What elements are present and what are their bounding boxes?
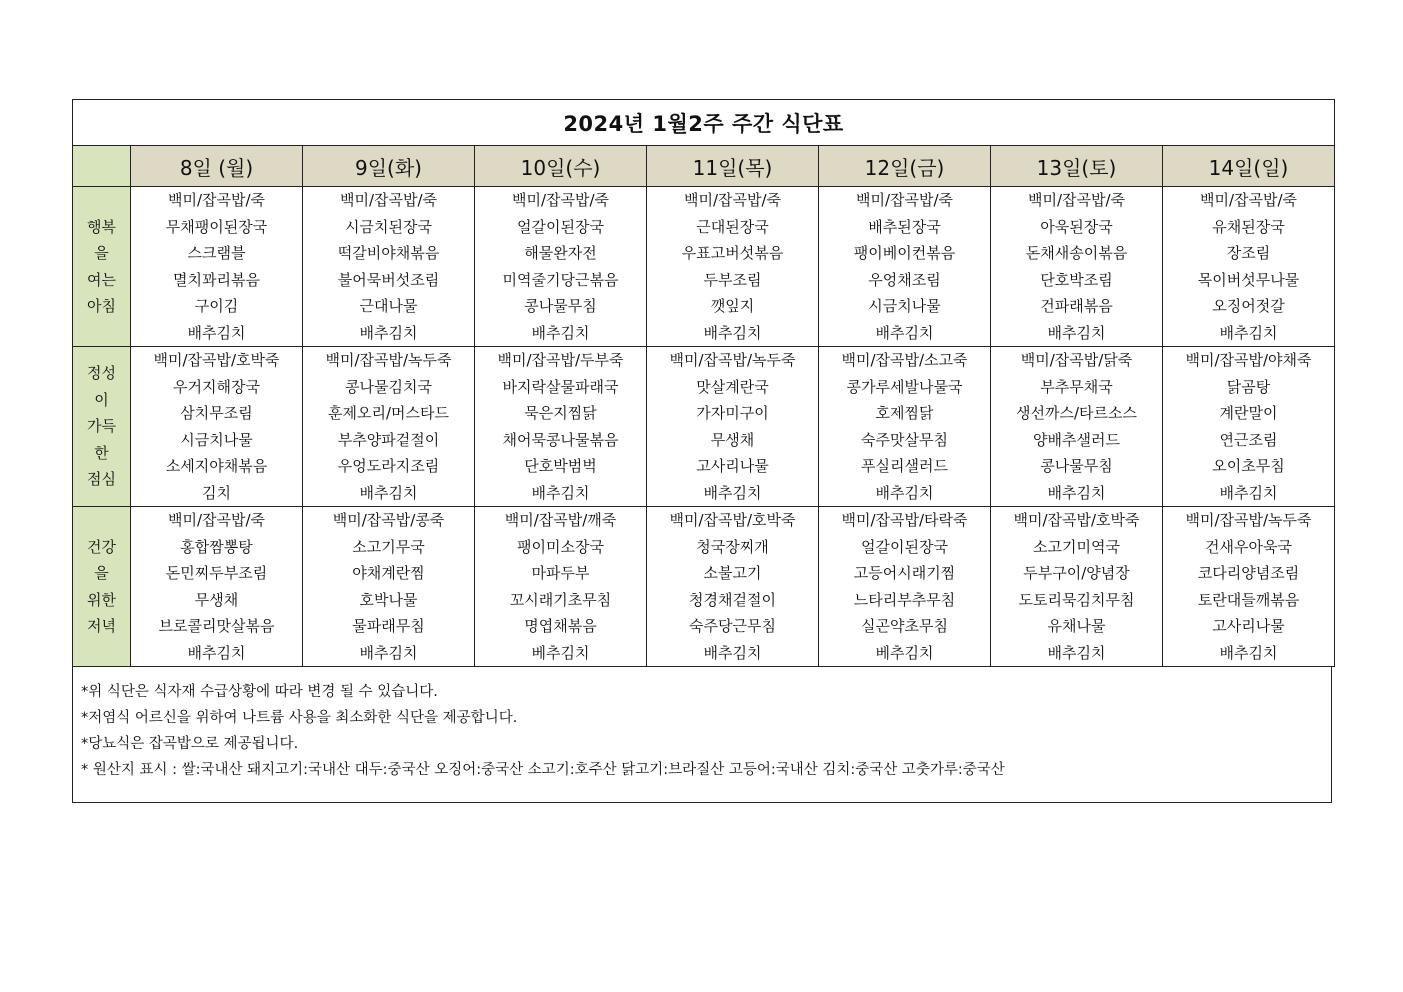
menu-cell: [1163, 507, 1335, 667]
menu-item: 배추김치: [531, 483, 590, 502]
menu-item: 배추김치: [359, 643, 418, 662]
menu-item: 청국장찌개: [696, 537, 769, 556]
menu-item: 목이버섯무나물: [1197, 270, 1300, 289]
meal-label-text: 행복: [87, 217, 116, 236]
menu-item: 팽이미소장국: [517, 537, 604, 556]
menu-cell: [819, 187, 991, 347]
menu-item: 콩가루세발나물국: [846, 377, 963, 396]
menu-item: 떡갈비야채볶음: [337, 244, 440, 262]
meal-label-text: 가득: [87, 417, 116, 436]
menu-item: 백미/잡곡밥/녹두죽: [1185, 511, 1312, 529]
menu-item: 백미/잡곡밥/죽: [1027, 191, 1126, 209]
menu-item: 배추김치: [359, 323, 418, 342]
menu-item: 배추김치: [703, 643, 762, 662]
menu-item: 백미/잡곡밥/죽: [1199, 191, 1298, 209]
menu-cell: [991, 187, 1163, 347]
meal-label-text: 이: [94, 390, 109, 409]
meal-label-text: 정성: [87, 364, 116, 383]
day-header: 14일(일): [1163, 146, 1335, 187]
menu-cell: [1163, 187, 1335, 347]
menu-item: 멸치꽈리볶음: [173, 270, 260, 289]
menu-item: 배추김치: [875, 483, 934, 502]
menu-item: 배추김치: [1047, 483, 1106, 502]
menu-item: 백미/잡곡밥/닭죽: [1020, 351, 1133, 369]
menu-item: 우엉채조림: [868, 270, 941, 289]
menu-item: 배추김치: [875, 323, 934, 342]
menu-cell: [303, 347, 475, 507]
menu-item: 유채나물: [1047, 617, 1106, 635]
menu-item: 베추김치: [531, 643, 590, 662]
day-header: 8일 (월): [131, 146, 303, 187]
menu-item: 돈채새송이볶음: [1025, 244, 1128, 262]
menu-item: 배추김치: [531, 323, 590, 342]
menu-item: 팽이베이컨볶음: [853, 244, 956, 262]
menu-item: 소고기무국: [352, 537, 425, 556]
menu-item: 백미/잡곡밥/콩죽: [332, 511, 445, 529]
menu-item: 부추양파겉절이: [337, 430, 440, 449]
menu-item: 고사리나물: [696, 457, 769, 475]
meal-label-text: 아침: [87, 297, 116, 315]
menu-item: 백미/잡곡밥/두부죽: [497, 351, 624, 369]
menu-item: 배추김치: [703, 323, 762, 342]
menu-item: 백미/잡곡밥/죽: [167, 511, 266, 529]
meal-label-lunch: [73, 347, 131, 507]
meal-label-dinner: [73, 507, 131, 667]
menu-item: 깻잎지: [710, 297, 755, 315]
menu-item: 백미/잡곡밥/녹두죽: [669, 351, 796, 369]
menu-item: 구이김: [194, 297, 239, 315]
menu-cell: [819, 507, 991, 667]
menu-item: 소불고기: [703, 564, 762, 582]
menu-item: 장조림: [1226, 244, 1271, 262]
meal-label-text: 위한: [87, 590, 116, 609]
menu-item: 닭곰탕: [1226, 377, 1271, 396]
menu-item: 스크램블: [187, 244, 246, 262]
meal-label-text: 건강: [87, 537, 116, 556]
menu-item: 백미/잡곡밥/죽: [855, 191, 954, 209]
menu-item: 우표고버섯볶음: [681, 244, 784, 262]
menu-item: 오징어젓갈: [1212, 297, 1285, 315]
menu-item: 백미/잡곡밥/호박죽: [1013, 511, 1140, 529]
day-header: 9일(화): [303, 146, 475, 187]
menu-cell: [991, 507, 1163, 667]
menu-item: 훈제오리/머스타드: [328, 404, 449, 422]
menu-item: 단호박조림: [1040, 270, 1113, 289]
menu-cell: [131, 347, 303, 507]
menu-item: 숙주맛살무침: [861, 430, 948, 449]
menu-item: 호박나물: [359, 590, 418, 609]
menu-item: 푸실리샐러드: [861, 457, 948, 475]
notes-section: [72, 667, 1332, 803]
menu-item: 단호박범벅: [524, 457, 597, 475]
menu-item: 배추김치: [1047, 323, 1106, 342]
menu-item: 느타리부추무침: [853, 590, 956, 609]
menu-item: 건새우아욱국: [1205, 537, 1292, 556]
menu-item: 백미/잡곡밥/녹두죽: [325, 351, 452, 369]
menu-item: 채어묵콩나물볶음: [502, 430, 619, 449]
menu-item: 해물완자전: [524, 244, 597, 262]
meal-row-breakfast: [73, 187, 1335, 347]
menu-cell: [475, 187, 647, 347]
menu-item: 배추김치: [1219, 643, 1278, 662]
menu-item: 야채계란찜: [352, 564, 425, 582]
meal-label-breakfast: [73, 187, 131, 347]
menu-item: 콩나물무침: [524, 297, 597, 315]
meal-label-text: 을: [94, 564, 109, 582]
day-header-row: [73, 146, 1335, 187]
menu-item: 코다리양념조림: [1197, 564, 1300, 582]
day-header: 12일(금): [819, 146, 991, 187]
menu-item: 부추무채국: [1040, 377, 1113, 396]
menu-cell: [475, 507, 647, 667]
menu-cell: [819, 347, 991, 507]
meal-label-text: 점심: [87, 470, 116, 489]
menu-cell: [647, 507, 819, 667]
menu-sheet: [72, 99, 1334, 803]
menu-item: 숙주당근무침: [689, 617, 776, 635]
menu-item: 두부조림: [703, 270, 762, 289]
menu-item: 맛살계란국: [696, 377, 769, 396]
menu-item: 홍합짬뽕탕: [180, 537, 253, 556]
menu-item: 우엉도라지조림: [337, 457, 440, 475]
meal-row-lunch: [73, 347, 1335, 507]
menu-item: 무생채: [194, 590, 239, 609]
menu-item: 백미/잡곡밥/호박죽: [669, 511, 796, 529]
menu-item: 계란말이: [1219, 404, 1278, 422]
menu-item: 백미/잡곡밥/죽: [683, 191, 782, 209]
menu-item: 브로콜리맛살볶음: [158, 617, 275, 635]
menu-item: 청경채겉절이: [689, 590, 776, 609]
menu-item: 배추김치: [1219, 483, 1278, 502]
meal-label-text: 여는: [87, 270, 116, 289]
menu-item: 고등어시래기찜: [853, 564, 956, 582]
day-header: 10일(수): [475, 146, 647, 187]
menu-item: 두부구이/양념장: [1023, 564, 1130, 582]
menu-item: 물파래무침: [352, 617, 425, 635]
note-line: *저염식 어르신을 위하여 나트륨 사용을 최소화한 식단을 제공합니다.: [81, 710, 518, 726]
menu-cell: [647, 347, 819, 507]
menu-item: 근대된장국: [696, 217, 769, 236]
menu-item: 백미/잡곡밥/깨죽: [504, 511, 617, 529]
menu-item: 백미/잡곡밥/야채죽: [1185, 351, 1312, 369]
menu-item: 배추김치: [359, 483, 418, 502]
menu-item: 백미/잡곡밥/죽: [167, 191, 266, 209]
menu-item: 백미/잡곡밥/죽: [511, 191, 610, 209]
day-header: 11일(목): [647, 146, 819, 187]
menu-item: 시금치된장국: [345, 217, 432, 236]
menu-item: 시금치나물: [180, 430, 253, 449]
menu-item: 배추김치: [1219, 323, 1278, 342]
menu-cell: [131, 187, 303, 347]
menu-cell: [475, 347, 647, 507]
menu-item: 삼치무조림: [180, 404, 253, 422]
note-line: *당뇨식은 잡곡밥으로 제공됩니다.: [81, 736, 299, 752]
menu-cell: [131, 507, 303, 667]
menu-item: 연근조림: [1219, 430, 1278, 449]
menu-item: 소고기미역국: [1033, 537, 1120, 556]
menu-item: 오이초무침: [1212, 457, 1285, 475]
menu-cell: [303, 507, 475, 667]
menu-item: 무생채: [710, 430, 755, 449]
menu-item: 꼬시래기초무침: [509, 590, 612, 609]
menu-cell: [303, 187, 475, 347]
menu-item: 생선까스/타르소스: [1016, 404, 1137, 422]
menu-item: 돈민찌두부조림: [165, 564, 268, 582]
menu-item: 배추김치: [703, 483, 762, 502]
menu-item: 유채된장국: [1212, 217, 1285, 236]
menu-item: 명엽채볶음: [524, 617, 597, 635]
menu-item: 김치: [202, 483, 231, 502]
menu-item: 실곤약초무침: [861, 617, 948, 635]
menu-item: 마파두부: [531, 564, 590, 582]
meal-label-text: 저녁: [87, 617, 116, 635]
menu-item: 콩나물무침: [1040, 457, 1113, 475]
menu-item: 호제찜닭: [875, 404, 934, 422]
weekly-menu-table: [72, 99, 1335, 667]
note-line: * 원산지 표시 : 쌀:국내산 돼지고기:국내산 대두:중국산 오징어:중국산 소고기:호주산 닭고기:브라질산 고등어:국내산 김치:중국산 고춧가루:중국산: [81, 762, 1005, 778]
menu-item: 도토리묵김치무침: [1018, 590, 1135, 609]
menu-item: 가자미구이: [696, 404, 769, 422]
menu-item: 고사리나물: [1212, 617, 1285, 635]
menu-item: 근대나물: [359, 297, 418, 315]
menu-cell: [647, 187, 819, 347]
corner-cell: [73, 146, 131, 187]
menu-item: 배추된장국: [868, 217, 941, 236]
menu-item: 건파래볶음: [1040, 297, 1113, 315]
menu-item: 불어묵버섯조림: [337, 270, 440, 289]
menu-item: 백미/잡곡밥/죽: [339, 191, 438, 209]
menu-item: 배추김치: [1047, 643, 1106, 662]
menu-item: 토란대들깨볶음: [1197, 590, 1300, 609]
meal-label-text: 한: [94, 443, 109, 462]
menu-item: 배추김치: [187, 323, 246, 342]
menu-item: 우거지해장국: [173, 377, 260, 396]
page-title: 2024년 1월2주 주간 식단표: [73, 100, 1335, 146]
menu-item: 소세지야채볶음: [165, 457, 268, 475]
menu-item: 묵은지찜닭: [524, 404, 597, 422]
menu-item: 시금치나물: [868, 297, 941, 315]
meal-body: [73, 187, 1335, 667]
day-header: 13일(토): [991, 146, 1163, 187]
menu-item: 얼갈이된장국: [861, 537, 948, 556]
menu-item: 얼갈이된장국: [517, 217, 604, 236]
menu-item: 백미/잡곡밥/소고죽: [841, 351, 968, 369]
menu-item: 바지락살물파래국: [502, 377, 619, 396]
meal-label-text: 을: [94, 244, 109, 262]
menu-item: 베추김치: [875, 643, 934, 662]
note-line: *위 식단은 식자재 수급상황에 따라 변경 될 수 있습니다.: [81, 684, 438, 700]
meal-row-dinner: [73, 507, 1335, 667]
menu-item: 양배추샐러드: [1033, 430, 1120, 449]
menu-item: 백미/잡곡밥/타락죽: [841, 511, 968, 529]
menu-cell: [991, 347, 1163, 507]
menu-item: 미역줄기당근볶음: [502, 270, 619, 289]
menu-item: 아욱된장국: [1040, 217, 1113, 236]
menu-item: 콩나물김치국: [345, 377, 432, 396]
menu-item: 무채팽이된장국: [165, 217, 268, 236]
menu-item: 백미/잡곡밥/호박죽: [153, 351, 280, 369]
menu-cell: [1163, 347, 1335, 507]
menu-item: 배추김치: [187, 643, 246, 662]
